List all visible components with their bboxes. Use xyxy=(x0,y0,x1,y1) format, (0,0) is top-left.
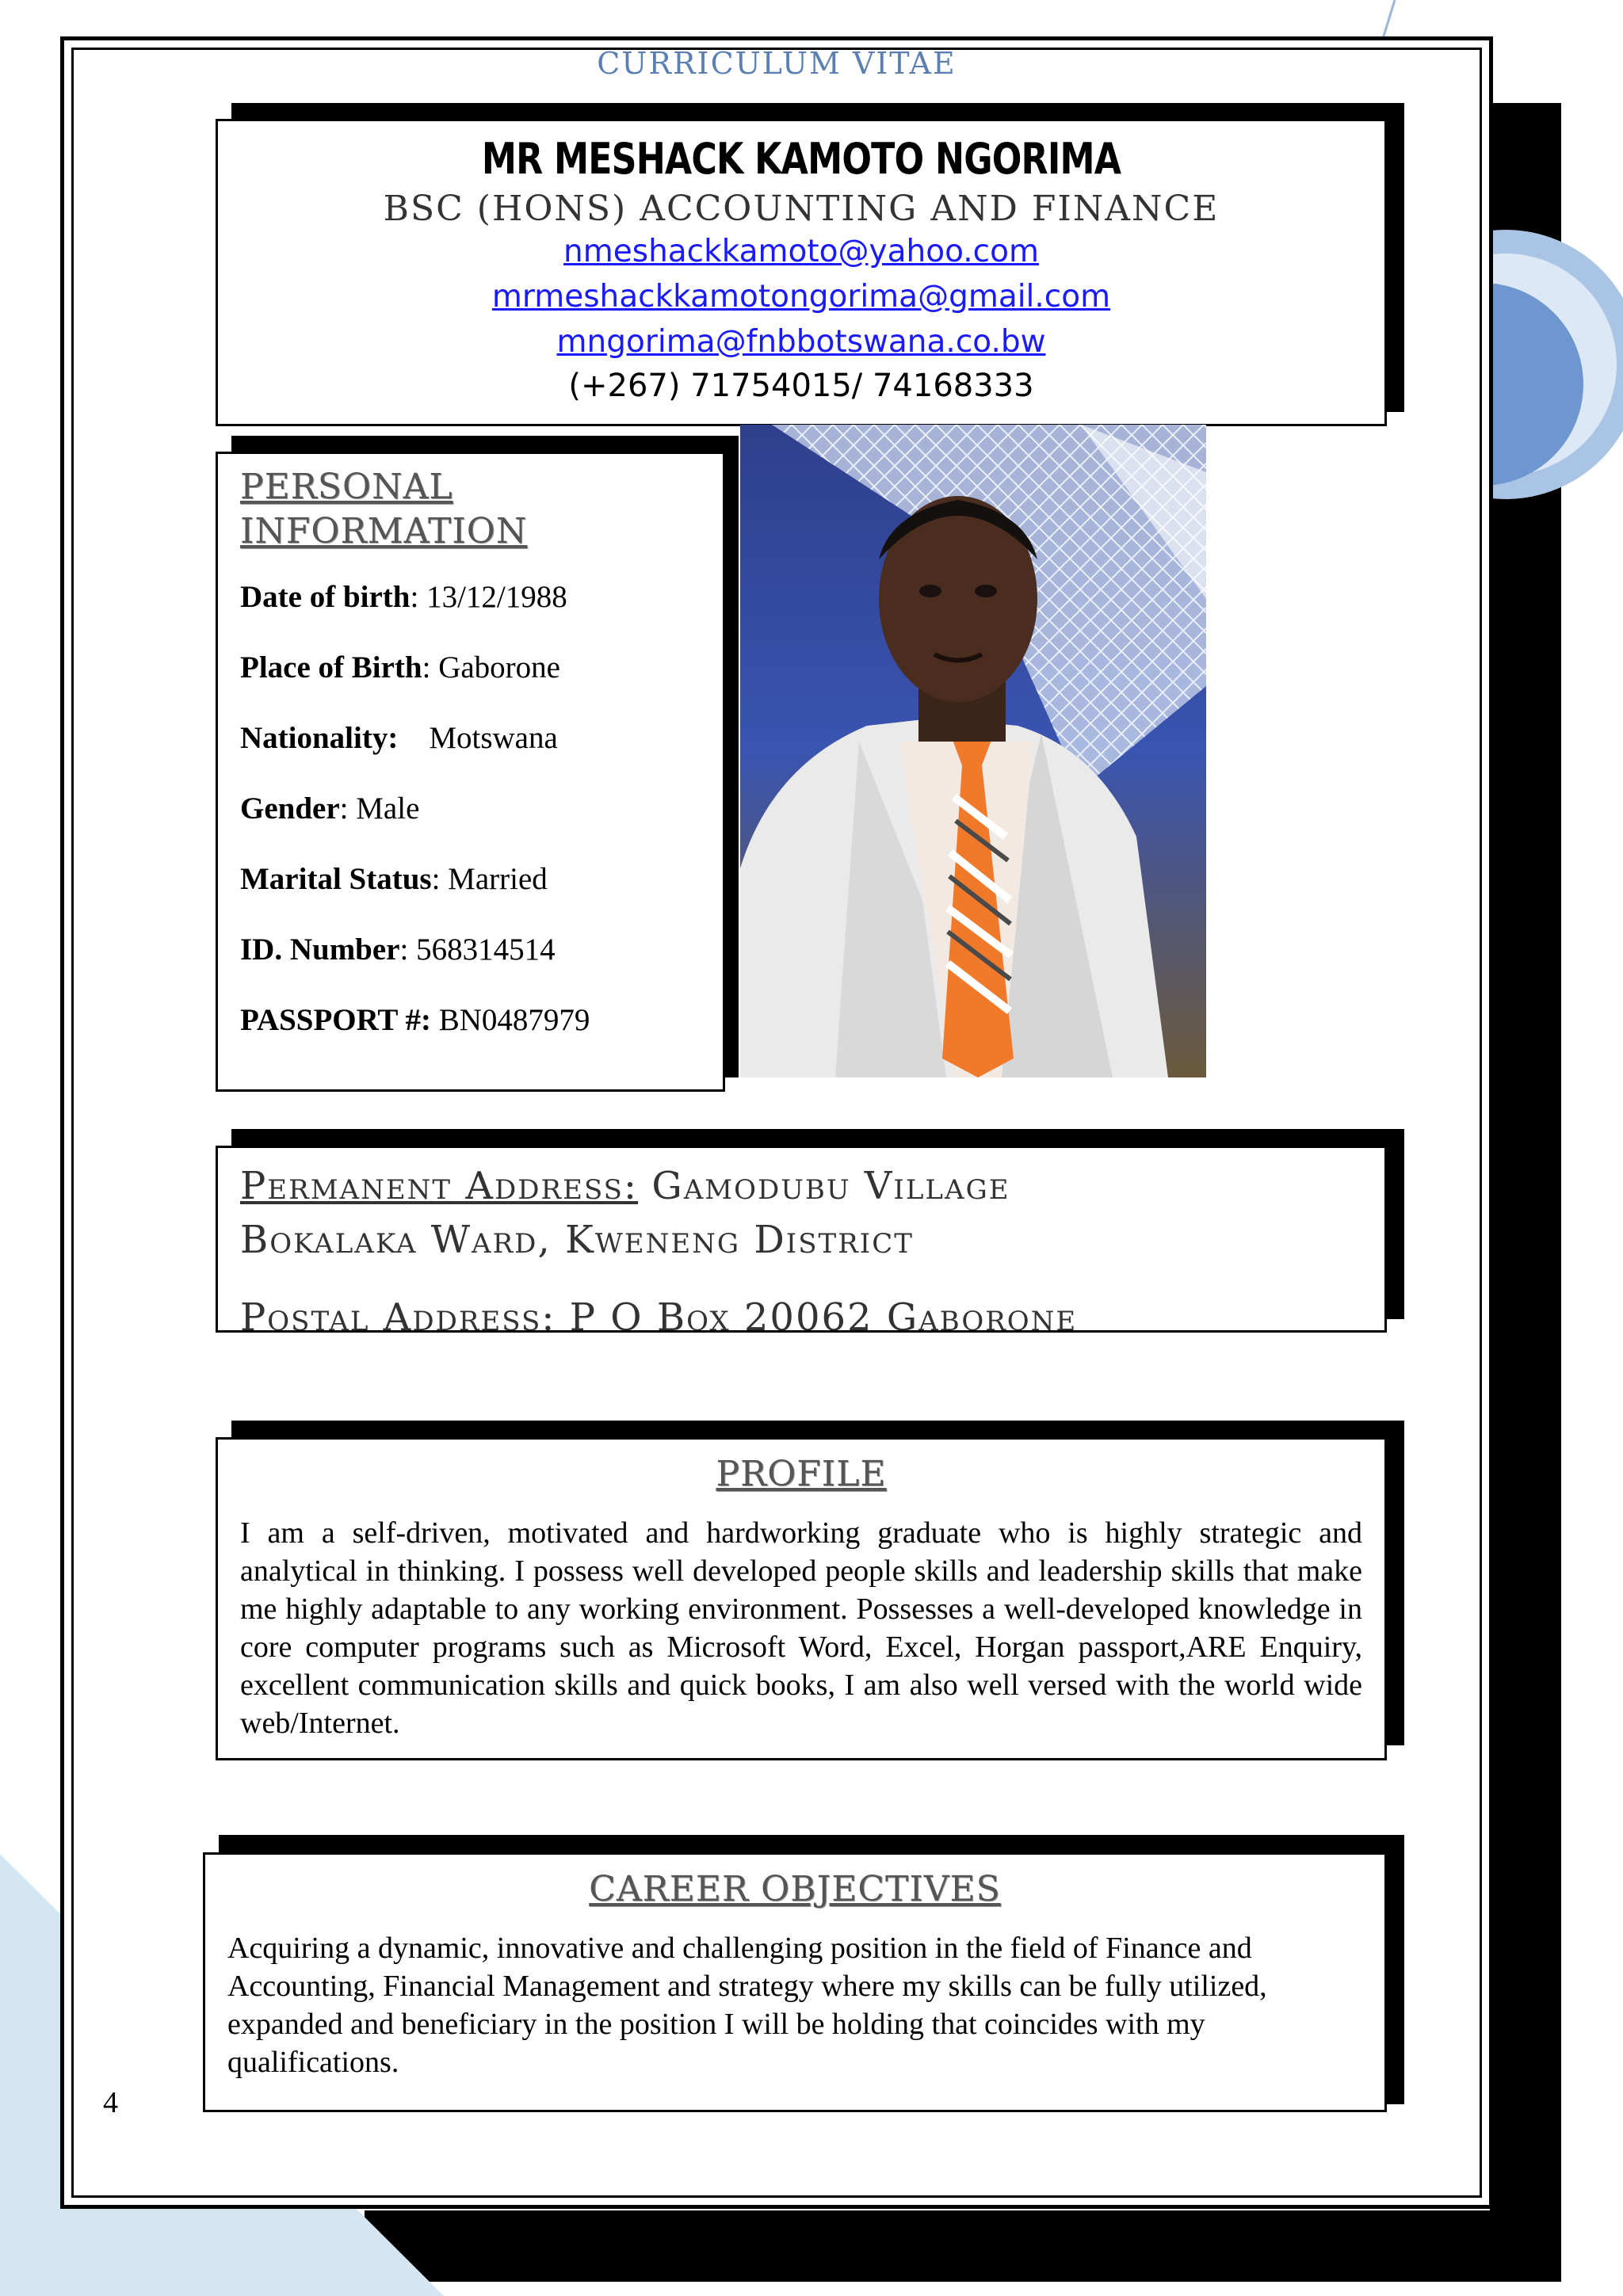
profile-text: I am a self-driven, motivated and hardworking graduate who is highly strategic and analytical in thinking. I possess well developed people skills and leadership skills that make me highly adaptable to any working environment. Possesses a well-developed knowledge in core computer programs such as Microsoft Word, Excel, Horgan passport,ARE Enquiry, excellent communication skills and quick books, I am also well versed with the world wide web/Internet. xyxy=(240,1516,1362,1740)
profile-box xyxy=(216,1437,1387,1760)
profile-heading: PROFILE xyxy=(716,1454,887,1494)
personal-info-heading-line1: PERSONAL xyxy=(240,467,453,507)
field-value: Gaborone xyxy=(438,650,560,685)
field-separator: : xyxy=(399,933,417,967)
field-value: Married xyxy=(448,862,548,896)
field-value: 13/12/1988 xyxy=(426,580,567,614)
permanent-address-value: Gamodubu Village xyxy=(638,1164,1010,1208)
document-title: CURRICULUM VITAE xyxy=(597,46,957,81)
field-separator: : xyxy=(339,791,357,826)
year-label: 2015 xyxy=(1449,351,1476,418)
career-objectives-heading: CAREER OBJECTIVES xyxy=(589,1869,1001,1909)
field-separator: : xyxy=(431,862,449,896)
info-row-id-number xyxy=(240,914,701,985)
career-objectives-text: Acquiring a dynamic, innovative and challenging position in the field of Finance and Accounting, Financial Management and strategy where my skills can be fully utilized, expanded and beneficiary in the position I will be holding that coincides with my qualifications. xyxy=(227,1932,1267,2079)
field-label: ID. Number xyxy=(240,933,400,967)
field-label: Place of Birth xyxy=(240,650,422,685)
email-link-work[interactable]: mngorima@fnbbotswana.co.bw xyxy=(556,324,1046,360)
degree-title: BSC (HONS) ACCOUNTING AND FINANCE xyxy=(383,189,1220,229)
phone-numbers: (+267) 71754015/ 74168333 xyxy=(568,368,1034,404)
portrait-illustration xyxy=(740,425,1206,1077)
field-value: Male xyxy=(356,791,420,826)
address-box xyxy=(216,1146,1387,1333)
field-separator: : xyxy=(422,650,439,685)
email-link-gmail[interactable]: mrmeshackkamotongorima@gmail.com xyxy=(491,279,1111,315)
header-box xyxy=(216,119,1387,426)
field-label: Marital Status xyxy=(240,862,432,896)
field-label: Date of birth xyxy=(240,580,411,614)
personal-info-heading-line2: INFORMATION xyxy=(240,511,528,551)
field-separator xyxy=(431,1003,439,1037)
info-row-marital-status xyxy=(240,844,701,914)
bottom-black-band xyxy=(365,2210,1561,2282)
field-label: Gender xyxy=(240,791,340,826)
profile-photo xyxy=(740,425,1206,1077)
field-label: PASSPORT #: xyxy=(240,1003,431,1037)
field-separator: : xyxy=(410,580,427,614)
field-value: Motswana xyxy=(429,721,558,755)
career-objectives-box xyxy=(203,1852,1387,2112)
email-link-yahoo[interactable]: nmeshackkamoto@yahoo.com xyxy=(563,234,1039,269)
info-row-passport xyxy=(240,985,701,1055)
info-row-gender xyxy=(240,773,701,844)
info-row-date-of-birth xyxy=(240,562,701,632)
permanent-address-line2: Bokalaka Ward, Kweneng District xyxy=(240,1218,914,1262)
personal-info-box xyxy=(216,452,725,1092)
field-value: 568314514 xyxy=(416,933,556,967)
permanent-address-line1 xyxy=(240,1159,1362,1213)
page-number: 4 xyxy=(103,2086,118,2119)
info-row-place-of-birth xyxy=(240,632,701,703)
field-label: Nationality: xyxy=(240,721,399,755)
field-value: BN0487979 xyxy=(438,1003,590,1037)
field-separator xyxy=(398,721,429,755)
postal-address: Postal Address: P O Box 20062 Gaborone xyxy=(240,1295,1078,1333)
candidate-name: MR MESHACK KAMOTO NGORIMA xyxy=(481,134,1121,184)
permanent-address-label: Permanent Address: xyxy=(240,1164,639,1208)
info-row-nationality xyxy=(240,703,701,773)
